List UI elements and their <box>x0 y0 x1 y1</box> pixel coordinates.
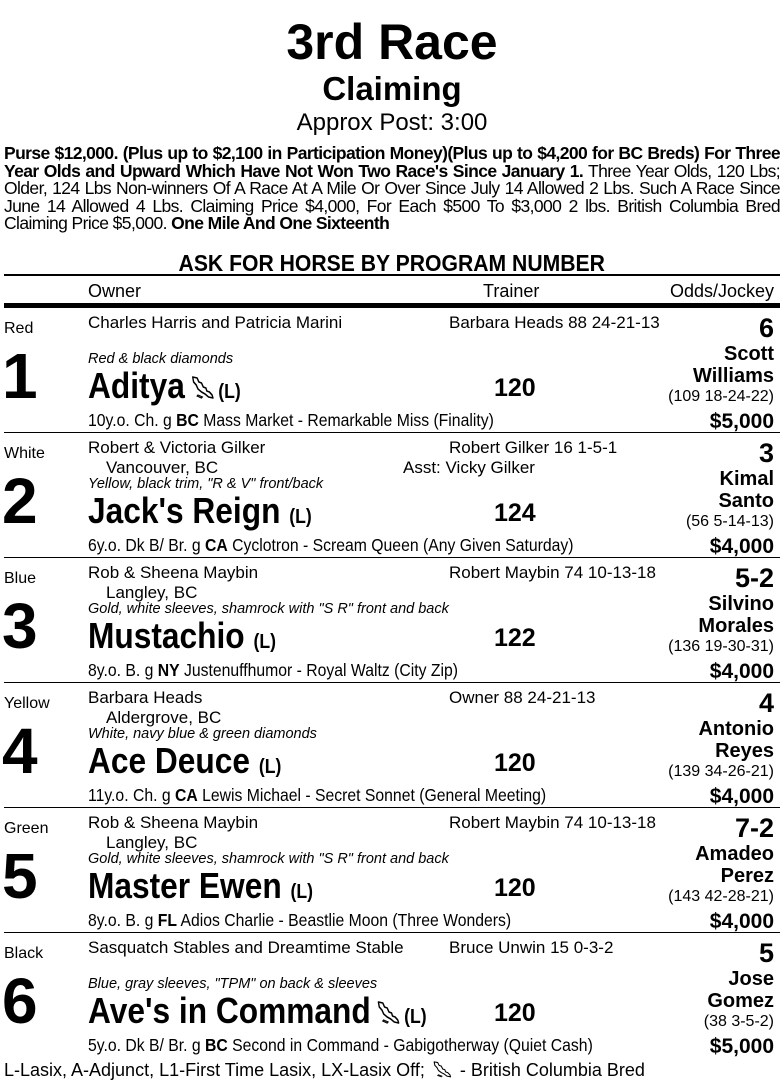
horse-name-line <box>88 491 342 537</box>
entry-row <box>0 810 784 935</box>
horse-name: Master Ewen (L) <box>88 865 313 906</box>
header-owner: Owner <box>88 281 142 301</box>
horse-name: Ace Deuce (L) <box>88 740 282 781</box>
pedigree: Second in Command - Gabigotherway (Quiet Cash) <box>227 1035 593 1055</box>
race-title: 3rd Race <box>286 14 498 70</box>
divider <box>4 274 780 276</box>
jockey-stats: (38 3-5-2) <box>703 1013 774 1030</box>
divider <box>4 303 780 308</box>
saddle-cloth-color: Black <box>4 945 44 962</box>
trainer: Owner 88 24-21-13 <box>449 688 596 707</box>
morning-line-odds: 6 <box>758 313 774 343</box>
pedigree: Justenuffhumor - Royal Waltz (City Zip) <box>179 660 458 680</box>
owner-city: Aldergrove, BC <box>106 708 222 727</box>
horse-name-line <box>88 991 473 1037</box>
medication: (L) <box>258 756 282 778</box>
morning-line-odds: 7-2 <box>734 813 774 843</box>
morning-line-odds: 4 <box>758 688 774 718</box>
jockey-name: Kimal Santo <box>718 468 774 512</box>
horse-name: Ave's in Command (L) <box>88 991 427 1037</box>
foal-state: FL <box>157 910 178 930</box>
owner-name: Rob & Sheena Maybin <box>88 813 259 832</box>
silks-description: Blue, gray sleeves, "TPM" on back & sleeves <box>88 976 378 992</box>
breeding-line <box>88 660 499 680</box>
breeding-line <box>88 1035 649 1055</box>
trainer: Robert Maybin 74 10-13-18 <box>449 813 656 832</box>
jockey-name: Antonio Reyes <box>698 718 774 762</box>
breeding-line <box>88 410 539 430</box>
silks-description: Yellow, black trim, "R & V" front/back <box>88 476 324 492</box>
medication: (L) <box>218 381 241 403</box>
jockey-name: Jose Gomez <box>707 968 774 1012</box>
horse-name: Mustachio (L) <box>88 615 276 656</box>
divider <box>4 557 780 558</box>
saddle-cloth-color: Green <box>4 820 49 837</box>
trainer: Bruce Unwin 15 0-3-2 <box>449 938 614 957</box>
owner-city: Vancouver, BC <box>106 458 219 477</box>
bc-map-icon <box>432 1060 452 1083</box>
owner-name: Robert & Victoria Gilker <box>88 438 266 457</box>
entry-row <box>0 685 784 810</box>
bc-map-icon <box>376 993 401 1033</box>
claiming-price: $5,000 <box>709 1035 774 1058</box>
saddle-cloth-color: Red <box>4 320 34 337</box>
jockey-name: Silvino Morales <box>698 593 774 637</box>
foal-state: BC <box>205 1035 228 1055</box>
trainer: Robert Gilker 16 1-5-1 <box>449 438 618 457</box>
jockey-stats: (143 42-28-21) <box>668 888 774 905</box>
trainer: Barbara Heads 88 24-21-13 <box>449 313 660 332</box>
ask-banner: ASK FOR HORSE BY PROGRAM NUMBER <box>178 250 606 276</box>
program-number: 1 <box>2 340 38 412</box>
medication: (L) <box>290 881 313 903</box>
legend <box>4 1059 645 1083</box>
silks-description: Gold, white sleeves, shamrock with "S R" front and back <box>88 851 449 867</box>
claiming-price: $4,000 <box>709 785 774 808</box>
program-number: 4 <box>2 715 38 787</box>
claiming-price: $4,000 <box>709 660 774 683</box>
age-sex: 8y.o. B. g <box>88 910 158 930</box>
age-sex: 10y.o. Ch. g <box>88 410 177 430</box>
age-sex: 5y.o. Dk B/ Br. g <box>88 1035 206 1055</box>
post-time: Approx Post: 3:00 <box>296 109 488 136</box>
claiming-price: $4,000 <box>709 535 774 558</box>
horse-name: Jack's Reign (L) <box>88 490 312 531</box>
age-sex: 8y.o. B. g <box>88 660 158 680</box>
jockey-stats: (109 18-24-22) <box>668 388 774 405</box>
foal-state: CA <box>205 535 228 555</box>
horse-name-line <box>88 616 302 662</box>
silks-description: White, navy blue & green diamonds <box>88 726 317 742</box>
divider <box>4 807 780 808</box>
jockey-stats: (136 19-30-31) <box>668 638 774 655</box>
bc-map-icon <box>190 368 215 408</box>
jockey-name: Scott Williams <box>693 343 774 387</box>
owner-city: Langley, BC <box>106 833 198 852</box>
breeding-line <box>88 785 597 805</box>
pedigree: Mass Market - Remarkable Miss (Finality) <box>198 410 494 430</box>
saddle-cloth-color: Yellow <box>4 695 50 712</box>
assistant-trainer: Asst: Vicky Gilker <box>403 458 535 477</box>
program-number: 3 <box>2 590 38 662</box>
age-sex: 6y.o. Dk B/ Br. g <box>88 535 206 555</box>
race-conditions <box>4 145 780 233</box>
owner-name: Barbara Heads <box>88 688 203 707</box>
claiming-price: $5,000 <box>709 410 774 433</box>
weight: 120 <box>494 749 536 777</box>
program-number: 2 <box>2 465 38 537</box>
divider <box>4 432 780 433</box>
entry-row <box>0 935 784 1060</box>
header-trainer: Trainer <box>483 281 540 301</box>
program-number: 5 <box>2 840 38 912</box>
legend-text: L-Lasix, A-Adjunct, L1-First Time Lasix, LX-Lasix Off; <box>4 1060 430 1080</box>
horse-name-line <box>88 741 308 787</box>
medication: (L) <box>404 1006 427 1028</box>
breeding-line <box>88 910 558 930</box>
medication: (L) <box>253 631 276 653</box>
owner-name: Sasquatch Stables and Dreamtime Stable <box>88 938 404 957</box>
legend-bc-text: - British Columbia Bred <box>454 1060 645 1080</box>
entry-row <box>0 310 784 435</box>
breeding-line <box>88 535 627 555</box>
foal-state: CA <box>174 785 198 805</box>
claiming-price: $4,000 <box>709 910 774 933</box>
horse-name: Aditya (L) <box>88 366 241 412</box>
weight: 120 <box>494 874 536 902</box>
weight: 120 <box>494 999 536 1027</box>
weight: 122 <box>494 624 536 652</box>
owner-city: Langley, BC <box>106 583 198 602</box>
program-number: 6 <box>2 965 38 1037</box>
jockey-name: Amadeo Perez <box>695 843 774 887</box>
race-type: Claiming <box>322 70 462 107</box>
saddle-cloth-color: White <box>4 445 45 462</box>
jockey-stats: (56 5-14-13) <box>685 513 774 530</box>
entry-row <box>0 435 784 560</box>
silks-description: Red & black diamonds <box>88 351 234 367</box>
pedigree: Cyclotron - Scream Queen (Any Given Saturday) <box>227 535 574 555</box>
conditions-purse: Purse $12,000. (Plus up to $2,100 in Participation Money)(Plus up to $4,200 for BC Breds) For Three Year Olds and Upward Which Have Not Won Two Race's Since January 1. <box>4 143 780 181</box>
divider <box>4 932 780 933</box>
foal-state: NY <box>157 660 180 680</box>
pedigree: Lewis Michael - Secret Sonnet (General Meeting) <box>197 785 547 805</box>
trainer: Robert Maybin 74 10-13-18 <box>449 563 656 582</box>
morning-line-odds: 5-2 <box>734 563 774 593</box>
horse-name-line <box>88 866 344 912</box>
jockey-stats: (139 34-26-21) <box>668 763 774 780</box>
conditions-distance: One Mile And One Sixteenth <box>171 213 390 233</box>
weight: 120 <box>494 374 536 402</box>
horse-name-line <box>88 366 262 412</box>
silks-description: Gold, white sleeves, shamrock with "S R" front and back <box>88 601 449 617</box>
saddle-cloth-color: Blue <box>4 570 37 587</box>
age-sex: 11y.o. Ch. g <box>88 785 175 805</box>
owner-name: Rob & Sheena Maybin <box>88 563 259 582</box>
header-odds-jockey: Odds/Jockey <box>669 281 774 301</box>
foal-state: BC <box>176 410 199 430</box>
pedigree: Adios Charlie - Beastlie Moon (Three Wonders) <box>177 910 512 930</box>
entry-row <box>0 560 784 685</box>
medication: (L) <box>289 506 312 528</box>
divider <box>4 682 780 683</box>
owner-name: Charles Harris and Patricia Marini <box>88 313 343 332</box>
morning-line-odds: 3 <box>758 438 774 468</box>
weight: 124 <box>494 499 536 527</box>
morning-line-odds: 5 <box>758 938 774 968</box>
conditions-text: Three Year Olds, 120 Lbs; Older, 124 Lbs Non-winners Of A Race At A Mile Or Over Since July 14 Allowed 2 Lbs. Such A Race Since June 14 Allowed 4 Lbs. Claiming Price $4,000, For Each $500 To $3,000 2 lbs. British Columbia Bred Claiming Price $5,000. <box>4 160 780 233</box>
